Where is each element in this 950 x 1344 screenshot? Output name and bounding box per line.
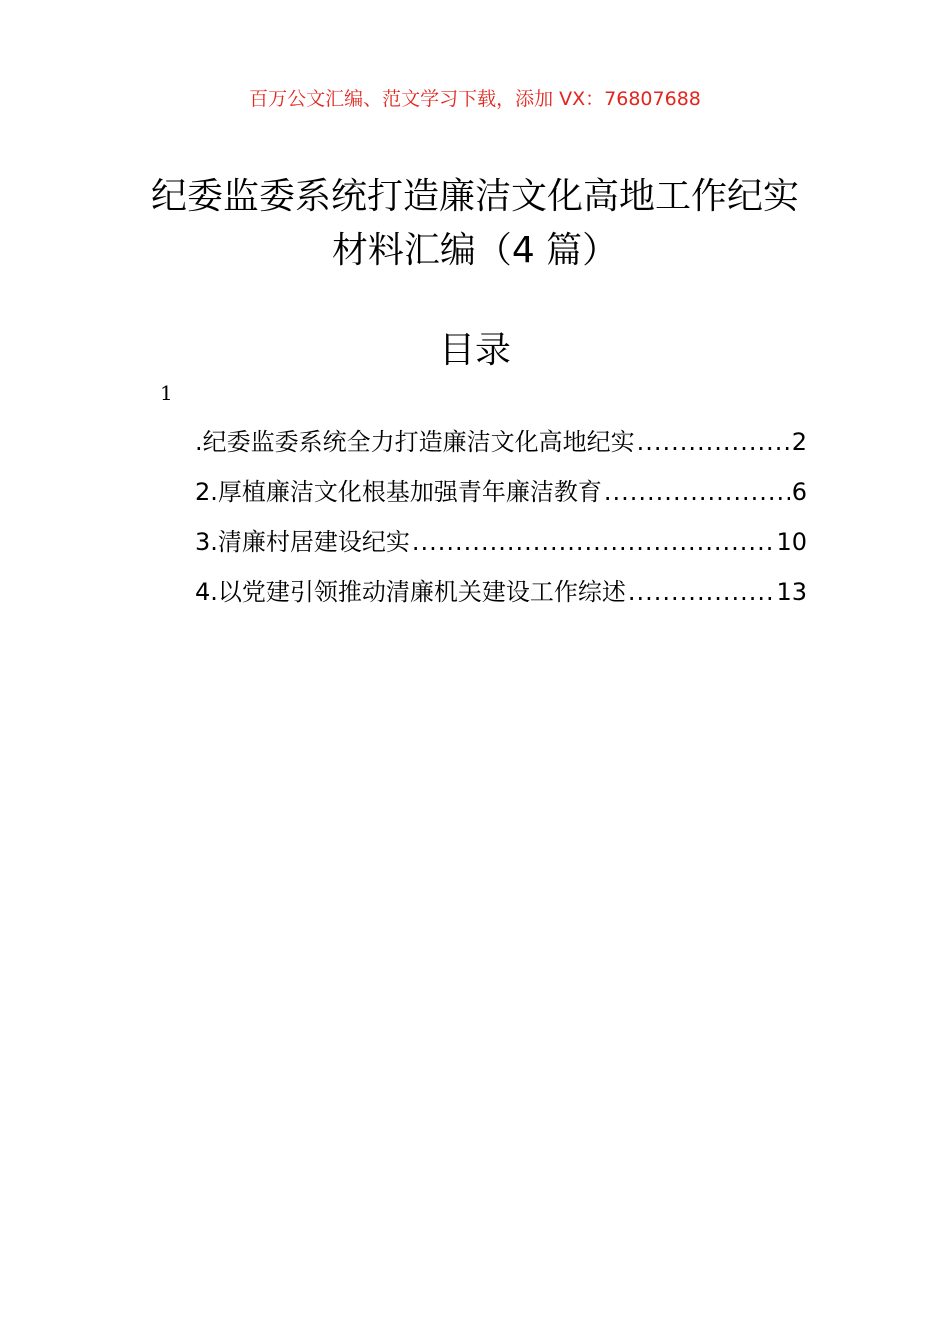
title-line-1: 纪委监委系统打造廉洁文化高地工作纪实 bbox=[150, 176, 799, 217]
toc-page-number: 13 bbox=[776, 578, 807, 606]
toc-page-number: 6 bbox=[791, 478, 807, 506]
toc-dot-leader bbox=[637, 428, 790, 456]
list-number-mark: 1 bbox=[160, 381, 173, 405]
toc-heading: 目录 bbox=[438, 330, 511, 371]
toc-dot-leader bbox=[604, 478, 790, 506]
toc-entry-title: 4.以党建引领推动清廉机关建设工作综述 bbox=[195, 578, 626, 606]
toc-page-number: 2 bbox=[791, 428, 807, 456]
toc-entry-title: .纪委监委系统全力打造廉洁文化高地纪实 bbox=[195, 428, 635, 456]
toc-entry-3[interactable] bbox=[195, 522, 807, 572]
toc-dot-leader bbox=[628, 578, 775, 606]
toc-entry-4[interactable] bbox=[195, 572, 807, 622]
toc-entry-2[interactable] bbox=[195, 472, 807, 522]
table-of-contents bbox=[195, 422, 807, 622]
header-promo-note: 百万公文汇编、范文学习下载，添加 VX：76807688 bbox=[249, 88, 701, 110]
toc-dot-leader bbox=[412, 528, 775, 556]
toc-entry-1[interactable] bbox=[195, 422, 807, 472]
title-line-2: 材料汇编（4 篇） bbox=[331, 230, 619, 271]
document-title bbox=[120, 170, 830, 278]
toc-entry-title: 2.厚植廉洁文化根基加强青年廉洁教育 bbox=[195, 478, 602, 506]
toc-entry-title: 3.清廉村居建设纪实 bbox=[195, 528, 410, 556]
toc-page-number: 10 bbox=[776, 528, 807, 556]
